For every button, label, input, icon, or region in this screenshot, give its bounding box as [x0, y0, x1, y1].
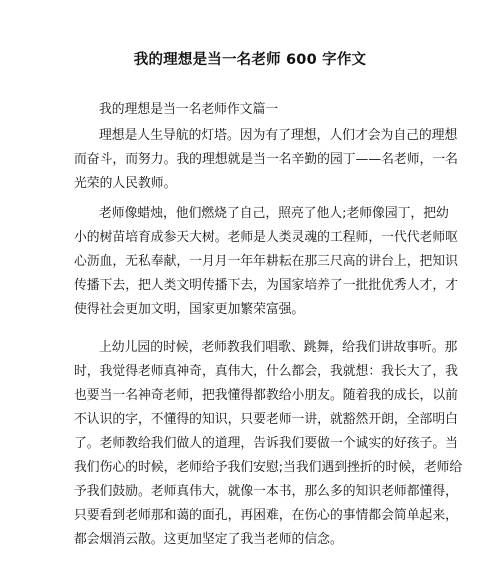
paragraph-line: 予我们鼓励。老师真伟大，就像一本书，那么多的知识老师都懂得，	[74, 484, 458, 499]
paragraph-line: 不认识的字，不懂得的知识，只要老师一讲，就豁然开朗，全部明白	[74, 412, 458, 427]
paragraph-line: 使得社会更加文明，国家更加繁荣富强。	[74, 302, 305, 317]
paragraph-line: 心沥血，无私奉献，一月月一年年耕耘在那三尺高的讲台上，把知识	[74, 254, 458, 269]
paragraph-line: 上幼儿园的时候，老师教我们唱歌、跳舞，给我们讲故事听。那	[99, 340, 458, 355]
paragraph-line: 了。老师教给我们做人的道理，告诉我们要做一个诚实的好孩子。当	[74, 436, 458, 451]
paragraph-line: 传播下去，把人类文明传播下去，为国家培养了一批批优秀人才，才	[74, 278, 458, 293]
paragraph-line: 老师像蜡烛，他们燃烧了自己，照亮了他人;老师像园丁，把幼	[99, 206, 449, 221]
paragraph-line: 光荣的人民教师。	[74, 176, 177, 191]
essay-subtitle: 我的理想是当一名老师作文篇一	[99, 102, 279, 117]
paragraph-line: 我们伤心的时候，老师给予我们安慰;当我们遇到挫折的时候，老师给	[74, 460, 463, 475]
paragraph-line: 而奋斗，而努力。我的理想就是当一名辛勤的园丁——名老师，一名	[74, 152, 458, 167]
paragraph-3	[74, 336, 463, 552]
paragraph-2	[74, 202, 458, 322]
paragraph-1	[74, 124, 458, 196]
paragraph-line: 理想是人生导航的灯塔。因为有了理想，人们才会为自己的理想	[99, 128, 458, 143]
paragraph-line: 只要看到老师那和蔼的面孔，再困难，在伤心的事情都会简单起来，	[74, 508, 458, 523]
paragraph-line: 时，我觉得老师真神奇，真伟大，什么都会，我就想：我长大了，我	[74, 364, 458, 379]
paragraph-line: 也要当一名神奇老师，把我懂得都教给小朋友。随着我的成长，以前	[74, 388, 458, 403]
paragraph-line: 小的树苗培育成参天大树。老师是人类灵魂的工程师，一代代老师呕	[74, 230, 458, 245]
document-title: 我的理想是当一名老师 600 字作文	[133, 52, 367, 68]
paragraph-line: 都会烟消云散。这更加坚定了我当老师的信念。	[74, 532, 343, 547]
